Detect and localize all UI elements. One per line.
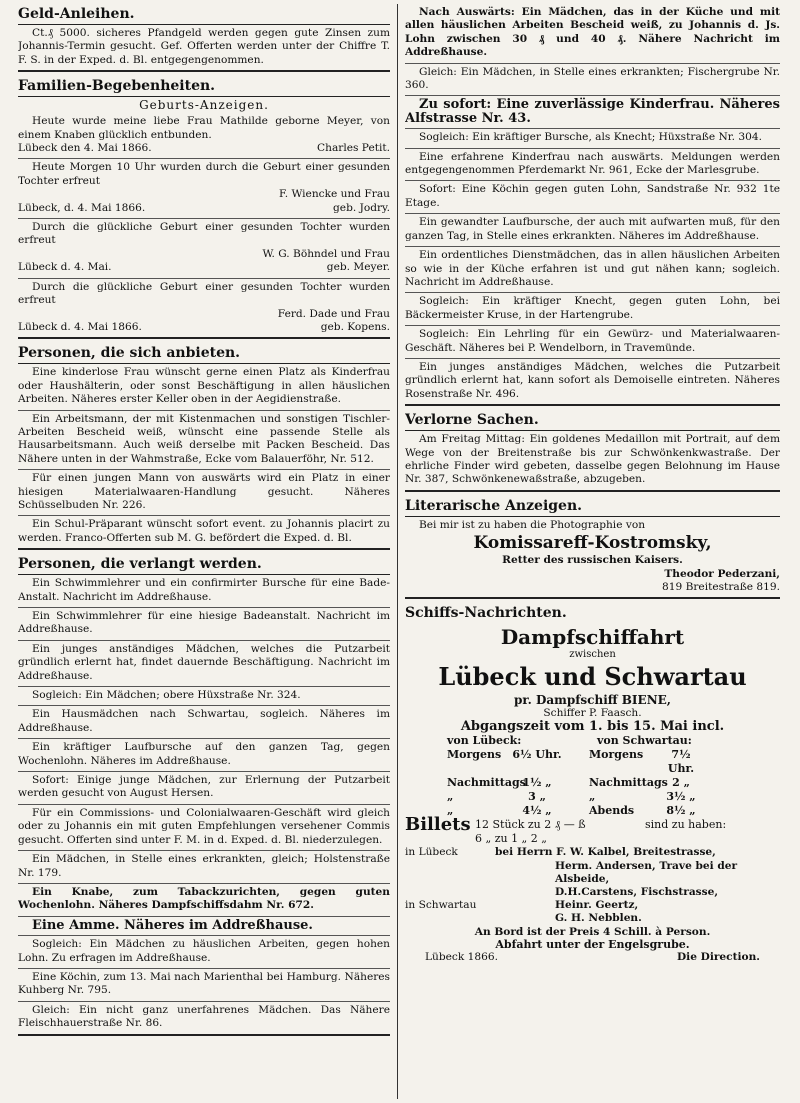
ad-item	[18, 851, 390, 884]
subheading-geburts: Geburts-Anzeigen.	[139, 98, 269, 113]
ad-text: Für ein Commissions- und Colonialwaaren-Geschäft wird gleich oder zu Johannis ein mit guten Empfehlungen versehener Commis gesucht. Offerten sind unter F. M. in d. Exped. d. Bl. niederzulegen.	[18, 806, 390, 846]
ad-text: Ein junges anständiges Mädchen, welches die Putzarbeit gründlich erlernt hat, findet dauernde Beschäftigung. Nachricht im Addreßhause.	[18, 642, 390, 682]
cell: Abends	[589, 804, 635, 818]
section-heading-familien: Familien-Begebenheiten.	[18, 72, 390, 97]
sellers-list	[405, 846, 780, 925]
notice-signature: W. G. Böhndel und Frau	[262, 247, 390, 260]
cell: Nachmittags	[589, 776, 668, 790]
section-heading-anbieten: Personen, die sich anbieten.	[18, 339, 390, 364]
ad-item	[18, 516, 390, 550]
ad-text: Ein Mädchen, in Stelle eines erkrankten, gleich; Holstenstraße Nr. 179.	[18, 853, 390, 879]
birth-notice	[18, 113, 390, 159]
ad-text: Sogleich: Ein Mädchen; obere Hüxstraße Nr. 324.	[32, 689, 301, 702]
ad-text: Für einen jungen Mann von auswärts wird ein Platz in einer hiesigen Materialwaaren-Handlung gesucht. Näheres Schüsselbuden Nr. 226.	[18, 472, 390, 511]
cell: 4½ „	[522, 804, 552, 818]
cell: 2 „	[672, 776, 690, 790]
billets-price: 12 Stück zu 2 ₰ — ß	[475, 818, 586, 832]
section-heading-verlangt: Personen, die verlangt werden.	[18, 550, 390, 575]
ad-text: Zu sofort: Eine zuverlässige Kinderfrau. Näheres Alfstrasse Nr. 43.	[405, 97, 780, 126]
section-heading-verlorne: Verlorne Sachen.	[405, 406, 780, 431]
steamer-title: Dampfschiffahrt	[500, 625, 685, 650]
photo-subject-name: Komissareff-Kostromsky,	[473, 533, 712, 554]
ad-text: Sogleich: Ein kräftiger Knecht, gegen guten Lohn, bei Bäckermeister Kruse, in der Hartengrube.	[405, 295, 780, 321]
ad-text: Ct.₰ 5000. sicheres Pfandgeld werden gegen gute Zinsen zum Johannis-Termin gesucht. Gef. Offerten werden unter der Chiffre T. F. S. in der Exped. d. Bl. entgegengenommen.	[18, 27, 390, 66]
seller: Herm. Andersen, Trave bei der Alsbeide,	[555, 859, 738, 885]
ad-text: Ein Hausmädchen nach Schwartau, sogleich. Näheres im Addreßhause.	[18, 708, 390, 734]
ad-text: Eine Köchin, zum 13. Mai nach Marienthal bei Hamburg. Näheres Kuhberg Nr. 795.	[18, 970, 390, 997]
notice-date: Lübeck d. 4. Mai.	[18, 261, 112, 274]
timetable-header	[405, 734, 780, 748]
ad-item	[18, 884, 390, 917]
notice-signature: Charles Petit.	[317, 142, 390, 155]
ad-item	[405, 431, 780, 492]
ad-text: Sogleich: Ein kräftiger Bursche, als Knecht; Hüxstraße Nr. 304.	[419, 131, 762, 144]
ad-item	[18, 608, 390, 641]
column-divider	[397, 4, 398, 1099]
notice-text: Durch die glückliche Geburt einer gesunden Tochter wurden erfreut	[18, 280, 390, 307]
ad-text: Eine erfahrene Kinderfrau nach auswärts. Meldungen werden entgegengenommen Pferdemarkt Nr. 961, Ecke der Marlesgrube.	[405, 150, 780, 177]
ad-item	[405, 0, 780, 64]
photo-subject-title: Retter des russischen Kaisers.	[502, 554, 683, 567]
cell: 7½ Uhr.	[667, 748, 695, 776]
notice-maiden-name: geb. Meyer.	[326, 261, 390, 274]
seller: D.H.Carstens, Fischstrasse,	[555, 886, 719, 899]
ad-text: Sogleich: Ein Lehrling für ein Gewürz- und Materialwaaren-Geschäft. Näheres bei P. Wendelborn, in Travemünde.	[405, 328, 780, 354]
notice-text: Heute Morgen 10 Uhr wurden durch die Geburt einer gesunden Tochter erfreut	[18, 161, 390, 187]
timetable-row	[405, 776, 780, 790]
ad-item	[18, 687, 390, 706]
seller: Heinr. Geertz,	[555, 899, 639, 912]
timetable	[405, 734, 780, 818]
ad-text: Eine kinderlose Frau wünscht gerne einen Platz als Kinderfrau oder Haushälterin, oder sonst Beschäftigung in allen häuslichen Arbeiten. Näheres erster Keller oben in der Aegidienstraße.	[18, 366, 390, 406]
seller-name: Theodor Pederzani,	[664, 567, 780, 580]
from-schwartau-header: von Schwartau:	[597, 734, 692, 748]
cell: Morgens	[447, 748, 502, 762]
cell: „	[589, 790, 596, 804]
ad-text: Eine Amme. Näheres im Addreßhause.	[32, 917, 313, 933]
ad-text: Ein Schwimmlehrer für eine hiesige Badeanstalt. Nachricht im Addreßhause.	[18, 610, 390, 636]
ad-item	[18, 969, 390, 1002]
onboard-price: An Bord ist der Preis 4 Schill. à Person.	[474, 925, 711, 938]
footer-place-date: Lübeck 1866.	[425, 950, 498, 963]
steamer-ship: pr. Dampfschiff BIENE,	[514, 693, 671, 708]
cell: 3½ „	[666, 790, 696, 804]
section-heading-literarische: Literarische Anzeigen.	[405, 492, 780, 517]
ad-text: Am Freitag Mittag: Ein goldenes Medaillon mit Portrait, auf dem Wege von der Breitenstraße bis zur Schwönkenkwastraße. Der ehrliche Finder wird gebeten, dasselbe gegen Belohnung im Hause Nr. 387, Schwönkenewaßstraße, abzugeben.	[405, 433, 780, 486]
notice-date: Lübeck den 4. Mai 1866.	[18, 142, 152, 155]
steamer-zwischen: zwischen	[569, 649, 616, 661]
billets-tail: sind zu haben:	[645, 818, 727, 832]
ad-item	[405, 247, 780, 293]
seller: G. H. Nebblen.	[555, 912, 642, 925]
ad-item	[18, 805, 390, 851]
birth-notice	[18, 159, 390, 219]
left-column	[18, 0, 390, 1103]
ad-item	[405, 149, 780, 182]
ad-text: Gleich: Ein nicht ganz unerfahrenes Mädchen. Das Nähere Fleischhauerstraße Nr. 86.	[18, 1003, 390, 1030]
birth-notice	[18, 279, 390, 340]
notice-date: Lübeck d. 4. Mai 1866.	[18, 320, 142, 333]
ad-item	[18, 575, 390, 608]
from-luebeck-header: von Lübeck:	[447, 734, 522, 748]
ad-item	[18, 739, 390, 772]
ad-text: Ein kräftiger Laufbursche auf den ganzen Tag, gegen Wochenlohn. Näheres im Addreßhause.	[18, 741, 390, 767]
timetable-row	[405, 748, 780, 776]
ad-text: Ein Schul-Präparant wünscht sofort event. zu Johannis placirt zu werden. Franco-Offerten sub M. G. befördert die Exped. d. Bl.	[18, 518, 390, 544]
ad-text: Ein ordentliches Dienstmädchen, das in allen häuslichen Arbeiten so wie in der Küche erfahren ist und gut nähen kann; sogleich. Nachricht im Addreßhause.	[405, 249, 780, 288]
ad-item	[405, 293, 780, 326]
ad-item	[18, 470, 390, 516]
notice-text: Heute wurde meine liebe Frau Mathilde geborne Meyer, von einem Knaben glücklich entbunden.	[18, 115, 390, 141]
cell: „	[447, 804, 454, 818]
footer-direction: Die Direction.	[677, 950, 760, 963]
ad-item	[405, 214, 780, 247]
ad-item	[405, 326, 780, 359]
ad-item	[18, 772, 390, 805]
cell: 8½ „	[666, 804, 696, 818]
ad-item	[18, 1002, 390, 1036]
notice-maiden-name: geb. Kopens.	[320, 320, 390, 333]
ad-item	[18, 917, 390, 936]
seller-address: 819 Breitestraße 819.	[662, 581, 780, 593]
seller: bei Herrn F. W. Kalbel, Breitestrasse,	[495, 846, 716, 859]
departure-place: Abfahrt unter der Engelsgrube.	[495, 937, 690, 951]
notice-signature: Ferd. Dade und Frau	[277, 307, 390, 320]
cell: Nachmittags	[447, 776, 526, 790]
ad-text: Sogleich: Ein Mädchen zu häuslichen Arbeiten, gegen hohen Lohn. Zu erfragen im Addreßhause.	[18, 938, 390, 964]
town-schwartau: in Schwartau	[405, 899, 477, 912]
billets-block	[405, 814, 780, 846]
cell: 6½ Uhr.	[512, 748, 562, 762]
ad-text: Gleich: Ein Mädchen, in Stelle eines erkrankten; Fischergrube Nr. 360.	[405, 65, 780, 92]
timetable-row	[405, 790, 780, 804]
ad-item	[18, 936, 390, 969]
cell: 1½ „	[522, 776, 552, 790]
ad-text: Sofort: Eine Köchin gegen guten Lohn, Sandstraße Nr. 932 1te Etage.	[405, 183, 780, 209]
ad-item	[18, 411, 390, 471]
ad-geld	[18, 25, 390, 72]
ad-text: Ein Schwimmlehrer und ein confirmirter Bursche für eine Bade-Anstalt. Nachricht im Addreßhause.	[18, 577, 390, 603]
steamer-route: Lübeck und Schwartau	[438, 662, 747, 692]
ad-item	[405, 181, 780, 214]
town-luebeck: in Lübeck	[405, 846, 458, 859]
ad-text: Ein gewandter Laufbursche, der auch mit aufwarten muß, für den ganzen Tag, in Stelle eines erkrankten. Näheres im Addreßhause.	[405, 216, 780, 242]
cell: „	[447, 790, 454, 804]
ad-item	[18, 706, 390, 739]
cell: 3 „	[528, 790, 546, 804]
ad-item	[405, 96, 780, 129]
ad-item	[18, 364, 390, 410]
ad-text: Ein Knabe, zum Tabackzurichten, gegen guten Wochenlohn. Näheres Dampfschiffsdahm Nr. 672.	[18, 885, 390, 912]
steamer-ad	[405, 625, 780, 964]
ad-text: Sofort: Einige junge Mädchen, zur Erlernung der Putzarbeit werden gesucht von August Hersen.	[18, 774, 390, 800]
ad-text: Bei mir ist zu haben die Photographie von	[419, 518, 646, 531]
billets-label: Billets	[405, 814, 471, 836]
ad-item	[405, 359, 780, 406]
section-heading-geld: Geld-Anleihen.	[18, 0, 390, 25]
ad-literarische	[405, 517, 780, 600]
ad-item	[405, 64, 780, 97]
billets-price: 6 „ zu 1 „ 2 „	[475, 832, 547, 846]
notice-text: Durch die glückliche Geburt einer gesunden Tochter wurden erfreut	[18, 221, 390, 247]
ad-text: Nach Auswärts: Ein Mädchen, das in der Küche und mit allen häuslichen Arbeiten Bescheid weiß, zu Johannis d. Js. Lohn zwischen 30 ₰ und 40 ₰. Nähere Nachricht im Addreßhause.	[405, 6, 780, 59]
ad-item	[18, 641, 390, 687]
ad-text: Ein Arbeitsmann, der mit Kistenmachen und sonstigen Tischler-Arbeiten Bescheid weiß, wünscht eine passende Stelle als Hausarbeitsmann. Auch weiß derselbe mit Packen Bescheid. Das Nähere unten in der Wahmstraße, Ecke vom Balauerföhr, Nr. 512.	[18, 412, 390, 465]
notice-signature: F. Wiencke und Frau	[279, 188, 390, 201]
steamer-period: Abgangszeit vom 1. bis 15. Mai incl.	[460, 719, 725, 735]
right-column	[405, 0, 780, 1103]
cell: Morgens	[589, 748, 644, 762]
ad-item	[405, 129, 780, 148]
birth-notice	[18, 219, 390, 279]
ad-text: Ein junges anständiges Mädchen, welches die Putzarbeit gründlich erlernt hat, kann sofort als Demoiselle eintreten. Näheres Rosenstraße Nr. 496.	[405, 360, 780, 400]
steamer-captain: Schiffer P. Faasch.	[543, 707, 642, 720]
notice-maiden-name: geb. Jodry.	[333, 201, 390, 214]
section-heading-schiffs: Schiffs-Nachrichten.	[405, 605, 567, 622]
notice-date: Lübeck, d. 4. Mai 1866.	[18, 201, 146, 214]
